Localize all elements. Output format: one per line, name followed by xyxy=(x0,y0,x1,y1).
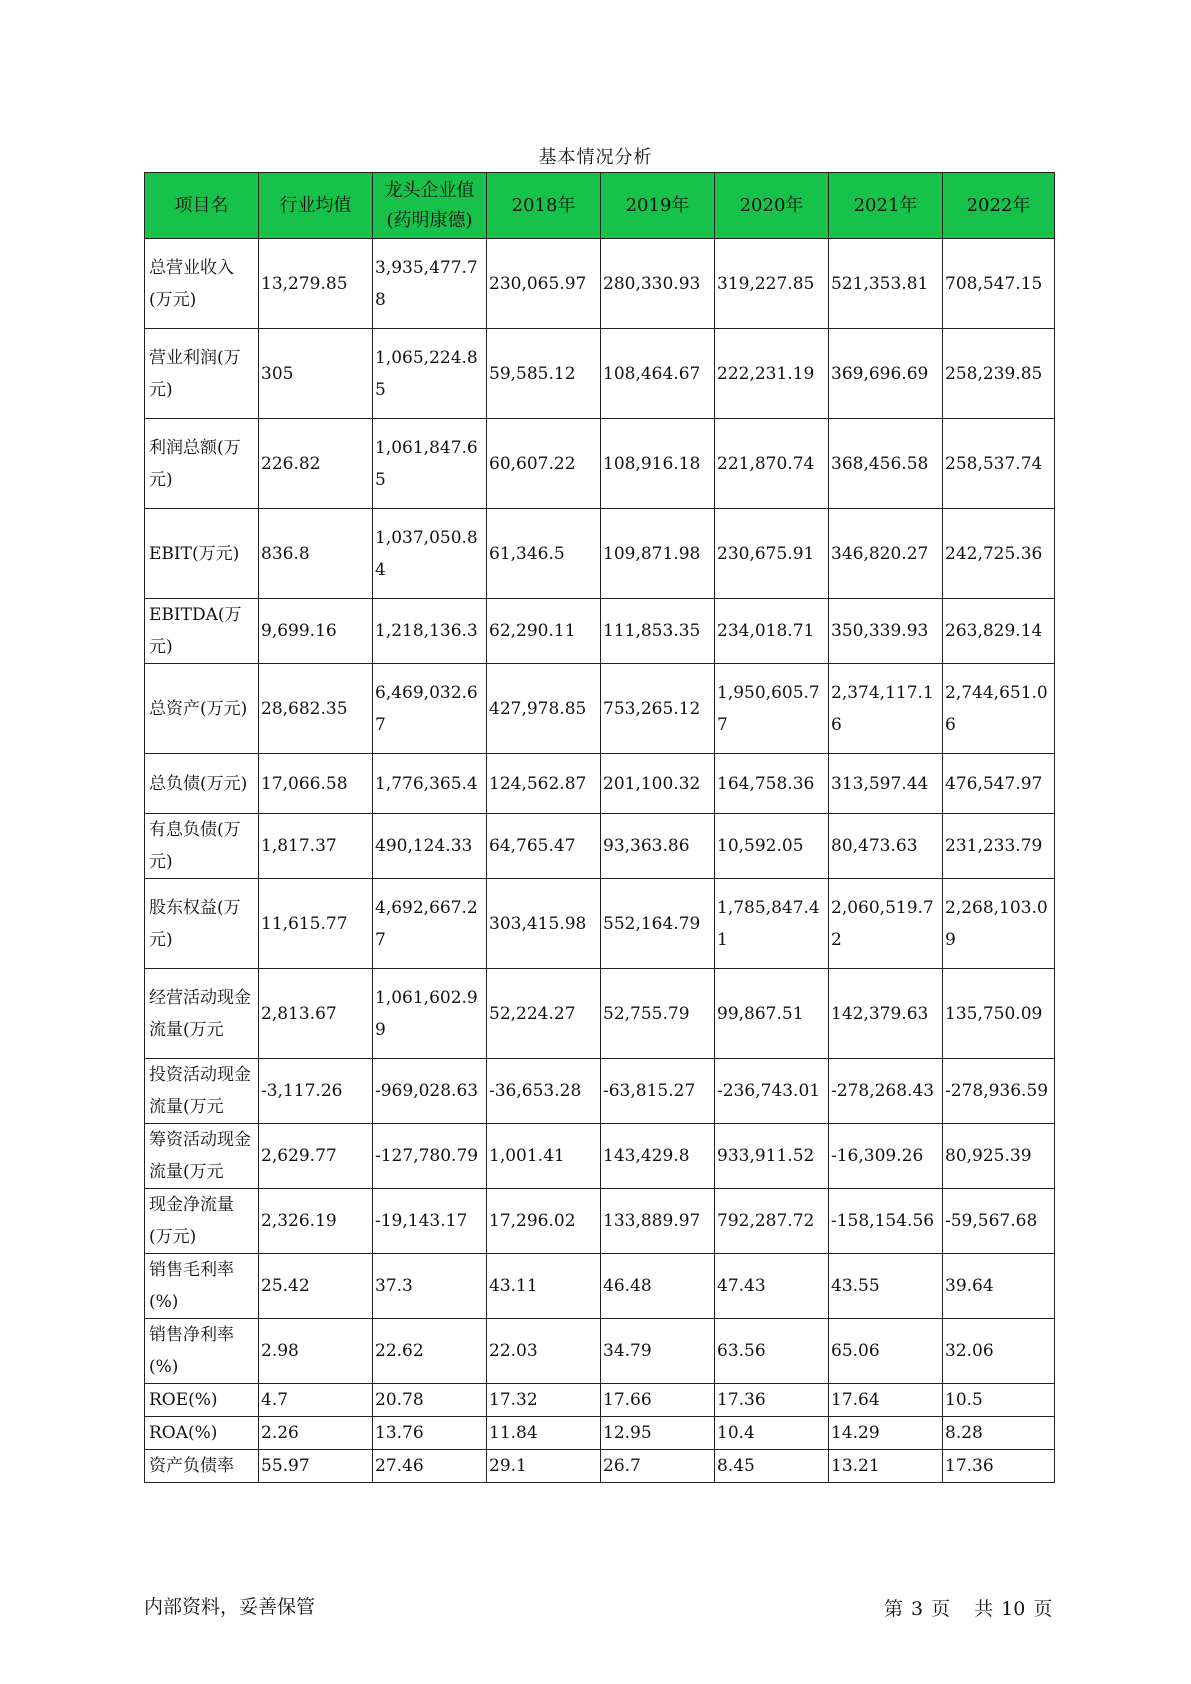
table-cell: 65.06 xyxy=(829,1319,943,1384)
table-row xyxy=(145,754,1055,814)
header-2020: 2020年 xyxy=(715,173,829,239)
table-cell: 2,060,519.72 xyxy=(829,879,943,969)
table-cell: 201,100.32 xyxy=(601,754,715,814)
table-cell: 933,911.52 xyxy=(715,1124,829,1189)
header-industry-avg: 行业均值 xyxy=(259,173,373,239)
total-unit: 页 xyxy=(1033,1598,1053,1620)
table-cell: 143,429.8 xyxy=(601,1124,715,1189)
table-cell: 20.78 xyxy=(373,1384,487,1417)
table-cell: 26.7 xyxy=(601,1450,715,1483)
row-label: 现金净流量(万元) xyxy=(145,1189,259,1254)
row-label: 投资活动现金流量(万元 xyxy=(145,1059,259,1124)
table-cell: 230,065.97 xyxy=(487,239,601,329)
header-row xyxy=(145,173,1055,239)
table-cell: 10.5 xyxy=(943,1384,1055,1417)
table-cell: 2,813.67 xyxy=(259,969,373,1059)
row-label: 总负债(万元) xyxy=(145,754,259,814)
table-cell: -127,780.79 xyxy=(373,1124,487,1189)
table-cell: -3,117.26 xyxy=(259,1059,373,1124)
table-cell: 2.26 xyxy=(259,1417,373,1450)
table-cell: 17,066.58 xyxy=(259,754,373,814)
table-cell: 303,415.98 xyxy=(487,879,601,969)
table-row xyxy=(145,329,1055,419)
analysis-table xyxy=(144,172,1055,1483)
table-cell: 43.11 xyxy=(487,1254,601,1319)
table-cell: 226.82 xyxy=(259,419,373,509)
table-cell: 32.06 xyxy=(943,1319,1055,1384)
table-cell: 792,287.72 xyxy=(715,1189,829,1254)
table-cell: 369,696.69 xyxy=(829,329,943,419)
table-cell: 52,224.27 xyxy=(487,969,601,1059)
table-row xyxy=(145,664,1055,754)
row-label: 资产负债率 xyxy=(145,1450,259,1483)
table-cell: -278,268.43 xyxy=(829,1059,943,1124)
table-cell: 17.36 xyxy=(715,1384,829,1417)
table-cell: 64,765.47 xyxy=(487,814,601,879)
table-cell: 1,061,602.99 xyxy=(373,969,487,1059)
row-label: 营业利润(万元) xyxy=(145,329,259,419)
table-cell: 221,870.74 xyxy=(715,419,829,509)
table-row xyxy=(145,1059,1055,1124)
row-label: 销售毛利率(%) xyxy=(145,1254,259,1319)
table-cell: 1,785,847.41 xyxy=(715,879,829,969)
table-row xyxy=(145,239,1055,329)
table-row xyxy=(145,969,1055,1059)
row-label: 筹资活动现金流量(万元 xyxy=(145,1124,259,1189)
table-cell: 2,268,103.09 xyxy=(943,879,1055,969)
table-cell: 34.79 xyxy=(601,1319,715,1384)
table-cell: 476,547.97 xyxy=(943,754,1055,814)
table-cell: 47.43 xyxy=(715,1254,829,1319)
table-cell: 10,592.05 xyxy=(715,814,829,879)
table-cell: 11.84 xyxy=(487,1417,601,1450)
table-cell: 258,239.85 xyxy=(943,329,1055,419)
table-cell: 28,682.35 xyxy=(259,664,373,754)
table-cell: 305 xyxy=(259,329,373,419)
table-cell: 62,290.11 xyxy=(487,599,601,664)
table-cell: 490,124.33 xyxy=(373,814,487,879)
table-cell: 552,164.79 xyxy=(601,879,715,969)
table-cell: 4.7 xyxy=(259,1384,373,1417)
table-cell: 2,326.19 xyxy=(259,1189,373,1254)
row-label: ROA(%) xyxy=(145,1417,259,1450)
table-row xyxy=(145,1189,1055,1254)
table-cell: 99,867.51 xyxy=(715,969,829,1059)
table-cell: 80,925.39 xyxy=(943,1124,1055,1189)
table-row xyxy=(145,419,1055,509)
row-label: 总资产(万元) xyxy=(145,664,259,754)
table-title: 基本情况分析 xyxy=(538,147,653,168)
table-cell: 61,346.5 xyxy=(487,509,601,599)
table-row xyxy=(145,1124,1055,1189)
table-cell: 836.8 xyxy=(259,509,373,599)
table-cell: 55.97 xyxy=(259,1450,373,1483)
table-cell: 1,817.37 xyxy=(259,814,373,879)
table-cell: 60,607.22 xyxy=(487,419,601,509)
table-cell: 1,065,224.85 xyxy=(373,329,487,419)
table-cell: 17.66 xyxy=(601,1384,715,1417)
table-cell: 17.64 xyxy=(829,1384,943,1417)
header-item-name: 项目名 xyxy=(145,173,259,239)
table-cell: 59,585.12 xyxy=(487,329,601,419)
table-cell: 346,820.27 xyxy=(829,509,943,599)
row-label: ROE(%) xyxy=(145,1384,259,1417)
table-cell: 231,233.79 xyxy=(943,814,1055,879)
table-cell: 242,725.36 xyxy=(943,509,1055,599)
table-cell: -236,743.01 xyxy=(715,1059,829,1124)
row-label: EBITDA(万元) xyxy=(145,599,259,664)
table-cell: 230,675.91 xyxy=(715,509,829,599)
table-cell: 135,750.09 xyxy=(943,969,1055,1059)
table-cell: -19,143.17 xyxy=(373,1189,487,1254)
table-cell: 263,829.14 xyxy=(943,599,1055,664)
table-cell: 12.95 xyxy=(601,1417,715,1450)
table-cell: 37.3 xyxy=(373,1254,487,1319)
table-row xyxy=(145,1319,1055,1384)
page-indicator xyxy=(884,1594,1060,1621)
table-cell: 368,456.58 xyxy=(829,419,943,509)
table-cell: 1,061,847.65 xyxy=(373,419,487,509)
page-prefix: 第 xyxy=(884,1598,904,1620)
row-label: 股东权益(万元) xyxy=(145,879,259,969)
table-cell: 22.03 xyxy=(487,1319,601,1384)
table-cell: 2,629.77 xyxy=(259,1124,373,1189)
table-cell: 280,330.93 xyxy=(601,239,715,329)
table-cell: 2,374,117.16 xyxy=(829,664,943,754)
table-cell: 22.62 xyxy=(373,1319,487,1384)
total-pages: 10 xyxy=(1001,1598,1026,1620)
table-cell: 13.21 xyxy=(829,1450,943,1483)
table-cell: 9,699.16 xyxy=(259,599,373,664)
table-row xyxy=(145,1254,1055,1319)
table-cell: -278,936.59 xyxy=(943,1059,1055,1124)
table-cell: 27.46 xyxy=(373,1450,487,1483)
table-cell: 133,889.97 xyxy=(601,1189,715,1254)
table-cell: 43.55 xyxy=(829,1254,943,1319)
table-cell: 8.28 xyxy=(943,1417,1055,1450)
table-cell: -63,815.27 xyxy=(601,1059,715,1124)
table-cell: 17.32 xyxy=(487,1384,601,1417)
table-cell: 14.29 xyxy=(829,1417,943,1450)
table-row xyxy=(145,1450,1055,1483)
table-cell: 258,537.74 xyxy=(943,419,1055,509)
table-cell: 2.98 xyxy=(259,1319,373,1384)
table-row xyxy=(145,814,1055,879)
table-cell: 46.48 xyxy=(601,1254,715,1319)
table-cell: 1,950,605.77 xyxy=(715,664,829,754)
table-cell: 521,353.81 xyxy=(829,239,943,329)
table-cell: 25.42 xyxy=(259,1254,373,1319)
table-cell: 142,379.63 xyxy=(829,969,943,1059)
table-cell: 313,597.44 xyxy=(829,754,943,814)
table-cell: 17.36 xyxy=(943,1450,1055,1483)
row-label: 经营活动现金流量(万元 xyxy=(145,969,259,1059)
header-2018: 2018年 xyxy=(487,173,601,239)
table-cell: 1,037,050.84 xyxy=(373,509,487,599)
table-cell: 350,339.93 xyxy=(829,599,943,664)
table-cell: 234,018.71 xyxy=(715,599,829,664)
row-label: 销售净利率(%) xyxy=(145,1319,259,1384)
table-cell: 108,916.18 xyxy=(601,419,715,509)
row-label: EBIT(万元) xyxy=(145,509,259,599)
table-cell: 1,218,136.3 xyxy=(373,599,487,664)
table-cell: 1,001.41 xyxy=(487,1124,601,1189)
table-cell: 6,469,032.67 xyxy=(373,664,487,754)
table-cell: 708,547.15 xyxy=(943,239,1055,329)
table-cell: 17,296.02 xyxy=(487,1189,601,1254)
header-leader-value: 龙头企业值(药明康德) xyxy=(373,173,487,239)
table-cell: -16,309.26 xyxy=(829,1124,943,1189)
row-label: 总营业收入(万元) xyxy=(145,239,259,329)
table-cell: 319,227.85 xyxy=(715,239,829,329)
table-cell: -969,028.63 xyxy=(373,1059,487,1124)
table-cell: -158,154.56 xyxy=(829,1189,943,1254)
table-cell: 39.64 xyxy=(943,1254,1055,1319)
table-cell: -59,567.68 xyxy=(943,1189,1055,1254)
table-cell: 52,755.79 xyxy=(601,969,715,1059)
table-cell: 3,935,477.78 xyxy=(373,239,487,329)
table-cell: 109,871.98 xyxy=(601,509,715,599)
table-cell: 164,758.36 xyxy=(715,754,829,814)
table-row xyxy=(145,1384,1055,1417)
row-label: 有息负债(万元) xyxy=(145,814,259,879)
table-row xyxy=(145,509,1055,599)
table-cell: 13,279.85 xyxy=(259,239,373,329)
table-cell: 427,978.85 xyxy=(487,664,601,754)
table-cell: 13.76 xyxy=(373,1417,487,1450)
table-cell: 108,464.67 xyxy=(601,329,715,419)
table-row xyxy=(145,599,1055,664)
header-2019: 2019年 xyxy=(601,173,715,239)
header-2021: 2021年 xyxy=(829,173,943,239)
table-cell: 29.1 xyxy=(487,1450,601,1483)
page-unit: 页 xyxy=(931,1598,951,1620)
table-cell: 2,744,651.06 xyxy=(943,664,1055,754)
table-cell: 93,363.86 xyxy=(601,814,715,879)
table-cell: 222,231.19 xyxy=(715,329,829,419)
table-cell: 11,615.77 xyxy=(259,879,373,969)
row-label: 利润总额(万元) xyxy=(145,419,259,509)
table-cell: 111,853.35 xyxy=(601,599,715,664)
table-cell: 63.56 xyxy=(715,1319,829,1384)
table-row xyxy=(145,1417,1055,1450)
table-cell: 124,562.87 xyxy=(487,754,601,814)
header-2022: 2022年 xyxy=(943,173,1055,239)
table-cell: 8.45 xyxy=(715,1450,829,1483)
page-number: 3 xyxy=(911,1598,924,1620)
table-cell: 1,776,365.4 xyxy=(373,754,487,814)
table-cell: 80,473.63 xyxy=(829,814,943,879)
table-cell: -36,653.28 xyxy=(487,1059,601,1124)
table-cell: 10.4 xyxy=(715,1417,829,1450)
total-prefix: 共 xyxy=(974,1598,994,1620)
table-row xyxy=(145,879,1055,969)
confidential-note: 内部资料，妥善保管 xyxy=(144,1596,316,1618)
table-cell: 4,692,667.27 xyxy=(373,879,487,969)
table-cell: 753,265.12 xyxy=(601,664,715,754)
